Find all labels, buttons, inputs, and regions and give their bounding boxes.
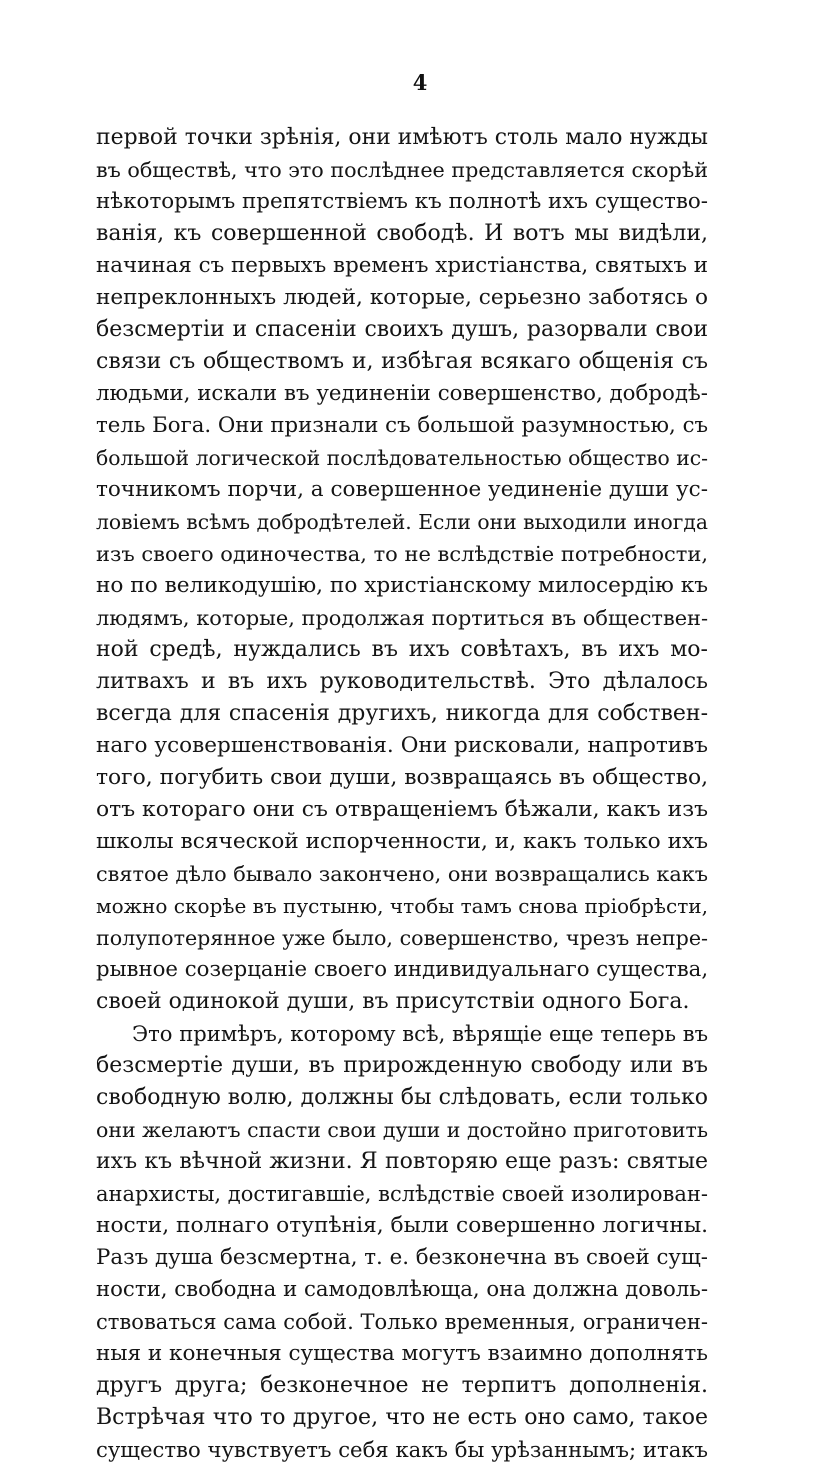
text-line: рывное созерцаніе своего индивидуальнаго существа, (96, 957, 709, 982)
text-line: отъ котораго они съ отвращеніемъ бѣжали, какъ изъ (96, 797, 708, 822)
text-line: ствоваться сама собой. Только временныя, ограничен- (96, 1309, 708, 1334)
text-line: школы всяческой испорченности, и, какъ только ихъ (96, 829, 708, 854)
text-line: существо чувствуетъ себя какъ бы урѣзаннымъ; итакъ (96, 1437, 708, 1462)
text-line: Встрѣчая что то другое, что не есть оно само, такое (96, 1405, 708, 1430)
text-line: начиная съ первыхъ временъ христіанства, святыхъ и (96, 253, 708, 278)
text-line: ныя и конечныя существа могутъ взаимно дополнять (96, 1341, 708, 1366)
text-line: наго усовершенствованія. Они рисковали, напротивъ (96, 733, 708, 758)
text-line: литвахъ и въ ихъ руководительствѣ. Это дѣлалось (96, 669, 708, 694)
text-line: можно скорѣе въ пустыню, чтобы тамъ снова пріобрѣсти, (96, 894, 708, 918)
text-line: свободную волю, должны бы слѣдовать, если только (96, 1085, 708, 1110)
text-line: другъ друга; безконечное не терпитъ дополненія. (96, 1373, 708, 1398)
text-line: непреклонныхъ людей, которые, серьезно заботясь о (96, 285, 708, 310)
text-line: своей одинокой души, въ присутствіи одного Бога. (96, 989, 690, 1014)
text-line: святое дѣло бывало закончено, они возвращались какъ (96, 862, 708, 886)
text-line: людьми, искали въ уединеніи совершенство, добродѣ- (96, 381, 708, 406)
text-line: связи съ обществомъ и, избѣгая всякаго общенія съ (96, 349, 708, 374)
text-line: ловіемъ всѣмъ добродѣтелей. Если они выходили иногда (96, 510, 708, 534)
text-line: ности, свободна и самодовлѣюща, она должна доволь- (96, 1277, 708, 1302)
text-line: анархисты, достигавшіе, вслѣдствіе своей изолирован- (96, 1182, 708, 1206)
text-line: полупотерянное уже было, совершенство, чрезъ непре- (96, 926, 708, 950)
text-line: большой логической послѣдовательностью общество ис- (96, 446, 708, 470)
text-line: ихъ къ вѣчной жизни. Я повторяю еще разъ: святые (96, 1149, 708, 1174)
text-line: безсмертіи и спасеніи своихъ душъ, разорвали свои (96, 317, 708, 342)
page-number: 4 (412, 70, 428, 95)
text-line: тель Бога. Они признали съ большой разумностью, съ (96, 413, 708, 438)
text-line: ной средѣ, нуждались въ ихъ совѣтахъ, въ ихъ мо- (96, 637, 708, 662)
text-line: въ обществѣ, что это послѣднее представляется скорѣй (96, 158, 708, 182)
text-line: нѣкоторымъ препятствіемъ къ полнотѣ ихъ существо- (96, 189, 708, 214)
text-line: Разъ душа безсмертна, т. е. безконечна въ своей сущ- (96, 1245, 708, 1270)
text-line: первой точки зрѣнія, они имѣютъ столь мало нужды (96, 125, 708, 150)
text-line: ванія, къ совершенной свободѣ. И вотъ мы видѣли, (96, 221, 708, 246)
text-line: всегда для спасенія другихъ, никогда для собствен- (96, 701, 708, 726)
text-line: безсмертіе души, въ прирожденную свободу или въ (96, 1053, 708, 1078)
text-line: изъ своего одиночества, то не вслѣдствіе потребности, (96, 542, 708, 566)
text-line: они желаютъ спасти свои души и достойно приготовить (96, 1118, 708, 1142)
text-line: точникомъ порчи, а совершенное уединеніе души ус- (96, 477, 708, 502)
text-line: того, погубить свои души, возвращаясь въ общество, (96, 765, 708, 790)
text-line: людямъ, которые, продолжая портиться въ обществен- (96, 606, 708, 630)
text-line: но по великодушію, по христіанскому милосердію къ (96, 573, 708, 598)
text-line: ности, полнаго отупѣнія, были совершенно логичны. (96, 1213, 709, 1238)
body-text (96, 122, 708, 1466)
text-line: Это примѣръ, которому всѣ, вѣрящіе еще теперь въ (132, 1021, 708, 1046)
